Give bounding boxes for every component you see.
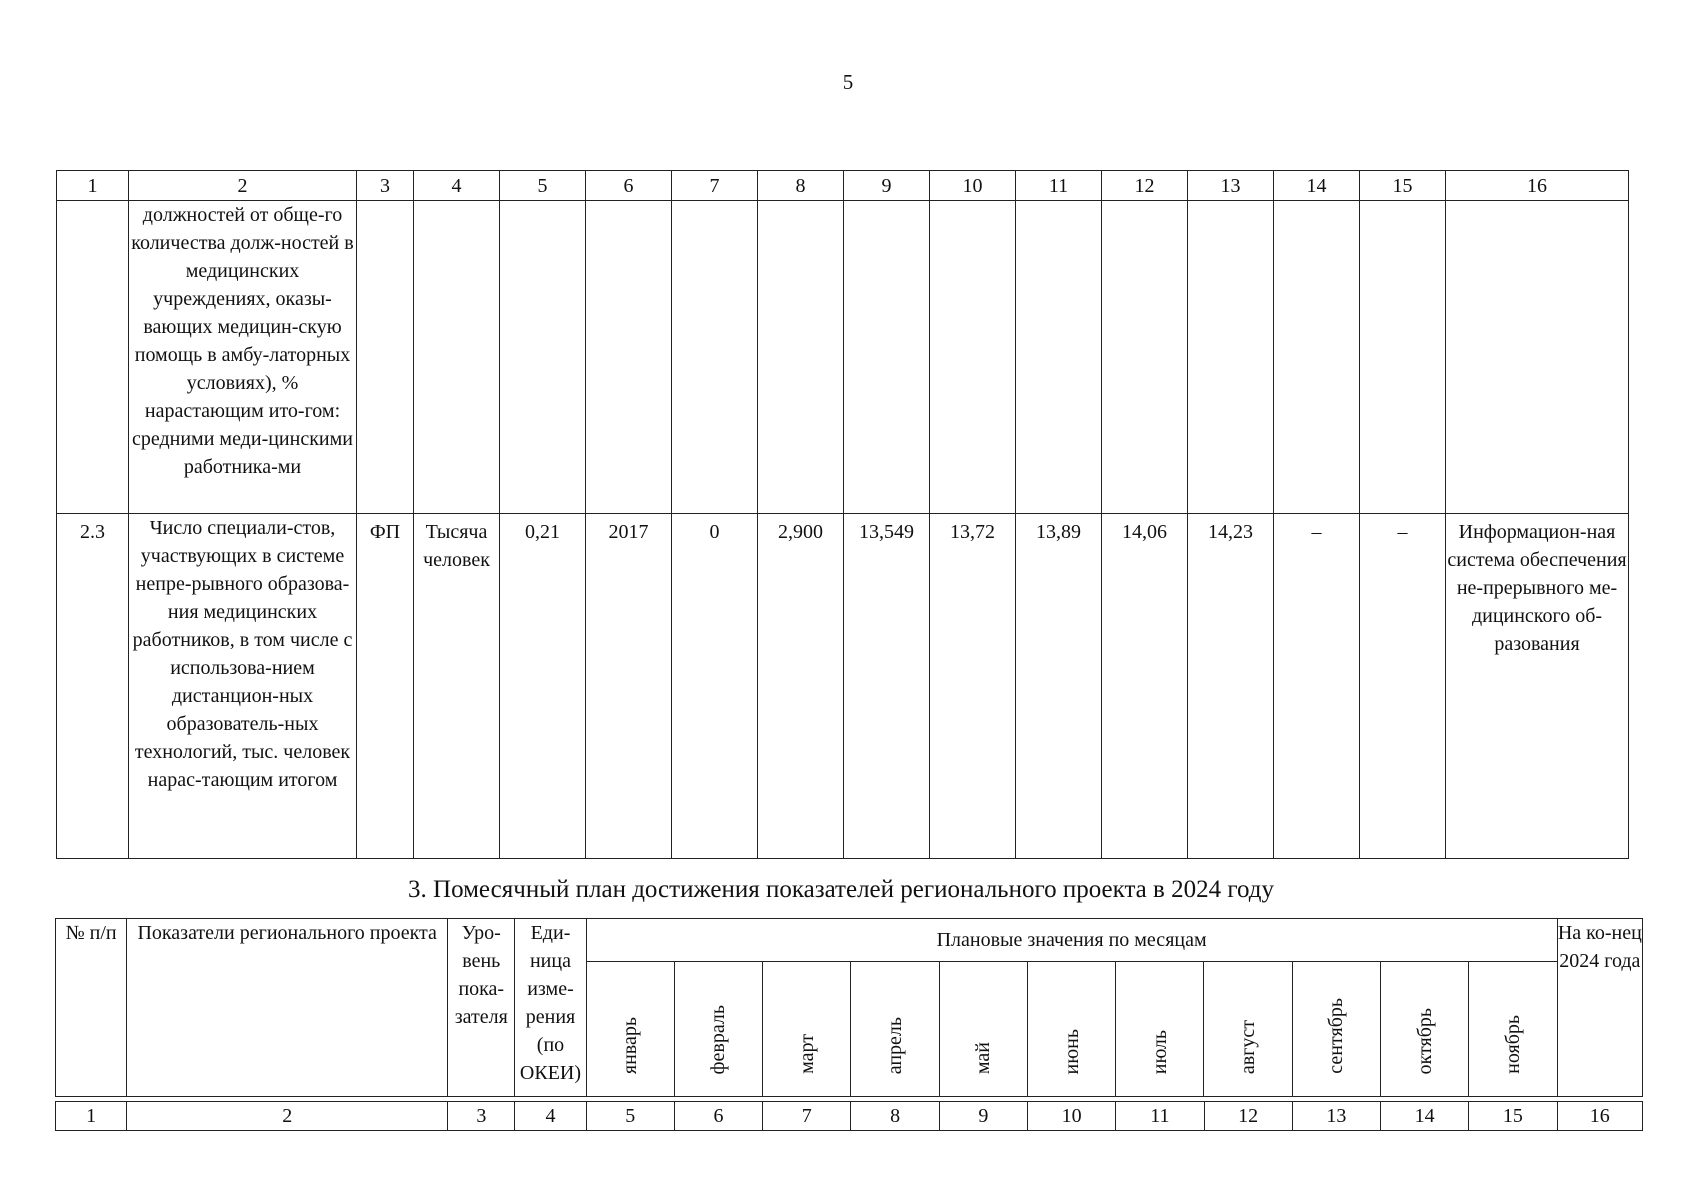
cell-value: 2,900 (758, 514, 844, 859)
month-header: июль (1116, 962, 1204, 1097)
month-header: сентябрь (1292, 962, 1380, 1097)
monthly-plan-header-table (55, 918, 1643, 1097)
col-level-header: Уро-вень пока-зателя (448, 919, 515, 1097)
cell-value: 0 (672, 514, 758, 859)
header-cell: 7 (672, 171, 758, 201)
column-number: 1 (56, 1102, 127, 1131)
header-cell: 1 (57, 171, 129, 201)
column-number: 3 (448, 1102, 515, 1131)
column-number: 4 (515, 1102, 586, 1131)
column-number: 5 (586, 1102, 674, 1131)
indicator-level: ФП (357, 514, 414, 859)
month-header: январь (586, 962, 674, 1097)
col-indicators-header: Показатели регионального проекта (127, 919, 448, 1097)
header-cell: 16 (1446, 171, 1629, 201)
cell-value: 2017 (586, 514, 672, 859)
indicator-description: Число специали-стов, участвующих в системе непре-рывного образова-ния медицинских работников, в том числе с использова-нием дистанцион-ных образователь-ных технологий, тыс. человек нарас-тающим итогом (129, 514, 357, 859)
planned-values-header: Плановые значения по месяцам (586, 919, 1557, 962)
header-cell: 13 (1188, 171, 1274, 201)
cell-value: 13,89 (1016, 514, 1102, 859)
header-cell: 10 (930, 171, 1016, 201)
header-cell: 3 (357, 171, 414, 201)
column-number: 6 (674, 1102, 762, 1131)
column-number: 11 (1116, 1102, 1204, 1131)
month-header: май (939, 962, 1027, 1097)
table-row (57, 201, 1629, 514)
month-header: ноябрь (1469, 962, 1557, 1097)
column-number: 16 (1557, 1102, 1642, 1131)
header-cell: 6 (586, 171, 672, 201)
month-header: июнь (1027, 962, 1115, 1097)
page-number: 5 (842, 70, 854, 94)
cell-value: 14,06 (1102, 514, 1188, 859)
header-cell: 14 (1274, 171, 1360, 201)
cell-value: – (1360, 514, 1446, 859)
col-unit-header: Еди-ница изме-рения (по ОКЕИ) (515, 919, 586, 1097)
header-cell: 8 (758, 171, 844, 201)
month-header: октябрь (1380, 962, 1468, 1097)
indicator-unit: Тысяча человек (414, 514, 500, 859)
cell-value: 0,21 (500, 514, 586, 859)
header-cell: 15 (1360, 171, 1446, 201)
row-number: 2.3 (57, 514, 129, 859)
column-number: 9 (939, 1102, 1027, 1131)
month-header: август (1204, 962, 1292, 1097)
header-cell: 9 (844, 171, 930, 201)
column-number: 12 (1204, 1102, 1292, 1131)
header-cell: 11 (1016, 171, 1102, 201)
cell-value: 13,72 (930, 514, 1016, 859)
column-number: 7 (763, 1102, 851, 1131)
column-number: 2 (127, 1102, 448, 1131)
month-header: апрель (851, 962, 939, 1097)
table-row (56, 1102, 1643, 1131)
month-header: март (763, 962, 851, 1097)
section-title: 3. Помесячный план достижения показателей регионального проекта в 2024 году (408, 876, 1274, 903)
table-header-row (57, 171, 1629, 201)
cell-value: – (1274, 514, 1360, 859)
column-number: 13 (1292, 1102, 1380, 1131)
column-number: 15 (1469, 1102, 1557, 1131)
column-number: 14 (1381, 1102, 1469, 1131)
column-number: 8 (851, 1102, 939, 1131)
indicator-description: должностей от обще-го количества долж-ностей в медицинских учреждениях, оказы-вающих медицин-скую помощь в амбу-латорных условиях), % нарастающим ито-гом: средними меди-цинскими работника-ми (129, 201, 357, 514)
monthly-plan-numbering-table (55, 1101, 1643, 1131)
info-system: Информацион-ная система обеспечения не-прерывного ме-дицинского об-разования (1446, 514, 1629, 859)
cell-value: 13,549 (844, 514, 930, 859)
header-cell: 5 (500, 171, 586, 201)
header-cell: 12 (1102, 171, 1188, 201)
indicators-table (56, 170, 1629, 859)
table-row (57, 514, 1629, 859)
header-cell: 4 (414, 171, 500, 201)
col-num-header: № п/п (56, 919, 127, 1097)
header-cell: 2 (129, 171, 357, 201)
cell-value: 14,23 (1188, 514, 1274, 859)
column-number: 10 (1027, 1102, 1115, 1131)
col-end-header: На ко-нец 2024 года (1557, 919, 1642, 1097)
month-header: февраль (674, 962, 762, 1097)
